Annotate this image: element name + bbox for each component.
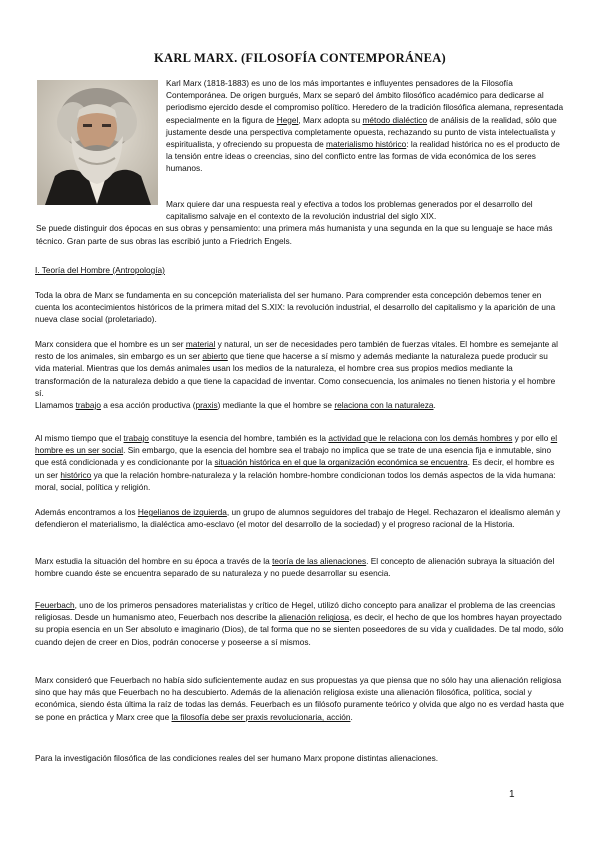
- document-title: KARL MARX. (FILOSOFÍA CONTEMPORÁNEA): [153, 51, 447, 65]
- paragraph-1: Toda la obra de Marx se fundamenta en su concepción materialista del ser humano. Para comprender esta concepción debemos tener en cuenta los acontecimientos históricos de la primera mitad del S.XIX: la revolución industrial, el desarrollo del capitalismo y la aparición de una nueva clase social (proletariado).: [35, 290, 556, 325]
- paragraph-3: Al mismo tiempo que el trabajo constituye la esencia del hombre, también es la actividad que le relaciona con los demás hombres y por ello el hombre es un ser social. Sin embargo, que la esencia del hombre sea el trabajo no implica que se trate de una esencia fija e inmutable, sino que está condicionada y es condicionante por la situación histórica en el que la organización económica se encuentra. Es decir, el hombre es un ser histórico ya que la relación hombre-naturaleza y la relación hombre-hombre condicionan todos los demás aspectos de la vida humana: moral, social, política y religión.: [35, 433, 558, 492]
- section-heading: I. Teoría del Hombre (Antropología): [35, 265, 165, 275]
- paragraph-2: Marx considera que el hombre es un ser material y natural, un ser de necesidades pero también de fuerzas vitales. El hombre es semejante al resto de los animales, sin embargo es un ser abierto que tiene que hacerse a sí mismo y además mediante la naturaleza puede producir su vida material. Mientras que los demás animales usan los medios de la naturaleza, el hombre crea sus propios medios mediante la transformación de la naturaleza debido a que tiene la capacidad de inventar. Como consecuencia, los animales no tienen historia y el hombre sí. Llamamos trabajo a esa acción productiva (praxis) mediante la que el hombre se relaciona con la naturaleza.: [35, 339, 558, 411]
- marx-portrait-image: [37, 80, 158, 205]
- paragraph-4: Además encontramos a los Hegelianos de izquierda, un grupo de alumnos seguidores del trabajo de Hegel. Rechazaron el idealismo alemán y defendieron el materialismo, la dialéctica amo-esclavo (el motor del desarrollo de la sociedad) y el progreso racional de la Historia.: [35, 507, 561, 530]
- term-metodo-dialectico: método dialéctico: [362, 114, 428, 125]
- intro-paragraph-1: Karl Marx (1818-1883) es uno de los más importantes e influyentes pensadores de la Filosofía Contemporánea. De origen burgués, Marx se separó del ámbito filosófico académico para dedicarse al periodismo ejercido desde el compromiso político. Heredero de la tradición filosófica alemana, representada especialmente en la figura de Hegel, Marx adopta su método dialéctico de análisis de la realidad, sólo que justamente desde una perspectiva completamente opuesta, rechazando su punto de vista intelectualista y espiritualista, y ofreciendo su propuesta de materialismo histórico: la realidad histórica no es el producto de la tensión entre ideas o creencias, sino del conflicto entre las formas de vida económica de los seres humanos.: [166, 78, 564, 174]
- paragraph-8: Para la investigación filosófica de las condiciones reales del ser humano Marx propone distintas alienaciones.: [35, 753, 439, 763]
- intro-paragraph-2: Marx quiere dar una respuesta real y efectiva a todos los problemas generados por el desarrollo del capitalismo salvaje en el contexto de la revolución industrial del siglo XIX. Se puede distinguir dos épocas en sus obras y pensamiento: una primera más humanista y una segunda en la que su lenguaje se hace más técnico. Gran parte de sus obras las escribió junto a Friedrich Engels.: [36, 199, 553, 246]
- page-number: 1: [509, 789, 515, 800]
- paragraph-7: Marx consideró que Feuerbach no había sido suficientemente audaz en sus propuestas ya que piensa que no sólo hay una alienación religiosa sino que hay más que Feuerbach no ha descubierto. Además de la alienación religiosa existe una alienación filosófica, política, social y económica, siendo ésta última la raíz de todas las demás. Feuerbach es un filósofo puramente teórico y olvida que algo no es verdad hasta que se pone en práctica y Marx cree que la filosofía debe ser praxis revolucionaria, acción.: [35, 675, 565, 722]
- term-materialismo-historico: materialismo histórico: [326, 139, 407, 150]
- paragraph-5: Marx estudia la situación del hombre en su época a través de la teoría de las alienaciones. El concepto de alienación subraya la situación del hombre cuando éste se encuentra separado de su naturaleza y no puede desarrollar su esencia.: [35, 556, 555, 579]
- paragraph-6: Feuerbach, uno de los primeros pensadores materialistas y crítico de Hegel, utilizó dicho concepto para analizar el problema de las creencias religiosas. Desde un humanismo ateo, Feuerbach nos describe la alienación religiosa, es decir, el hecho de que los hombres hayan proyectado su propia esencia en un Ser absoluto e imaginario (Dios), de tal forma que no se sienten poseedores de su vida y cualidades. De tal modo, sólo cuando dejen de creer en Dios, podrán conocerse y poseerse a sí mismos.: [35, 600, 564, 647]
- link-hegel: Hegel: [276, 114, 299, 125]
